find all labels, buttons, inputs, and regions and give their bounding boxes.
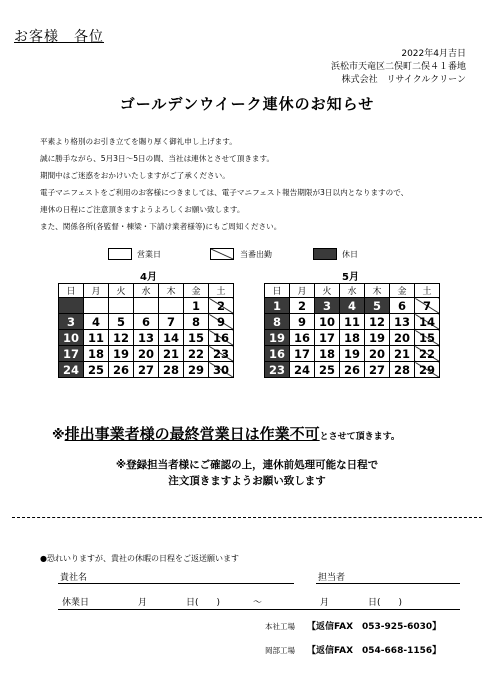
holiday-field-label: 休業日 (62, 598, 90, 608)
notice-final-business-day (52, 423, 400, 444)
body-line: また、関係各所(各監督・棟梁・下請け業者様等)にもご周知ください。 (40, 222, 282, 231)
day-cell-business (84, 298, 109, 314)
calendar-week (265, 362, 440, 378)
day-cell-business: 12 (365, 314, 390, 330)
day-cell-holiday: 16 (265, 346, 290, 362)
day-cell-business: 22 (184, 346, 209, 362)
reply-request: ●恐れいりますが、貴社の休暇の日程をご返送願います (40, 554, 239, 563)
day-cell-business (109, 298, 134, 314)
day-cell-holiday: 24 (59, 362, 84, 378)
holiday-range-tilde: ～ (253, 598, 263, 608)
day-cell-business: 8 (184, 314, 209, 330)
may-calendar (264, 283, 440, 378)
day-cell-business: 19 (340, 346, 365, 362)
calendar-week (59, 298, 234, 314)
day-cell-holiday: 8 (265, 314, 290, 330)
day-cell-business: 27 (365, 362, 390, 378)
day-cell-business: 26 (340, 362, 365, 378)
weekday-header: 水 (134, 284, 159, 298)
holiday-field-line[interactable] (58, 609, 460, 610)
legend-holiday-label: 休日 (342, 250, 358, 259)
day-cell-business: 13 (134, 330, 159, 346)
calendar-week (265, 314, 440, 330)
weekday-header: 土 (209, 284, 234, 298)
day-cell-business: 24 (290, 362, 315, 378)
day-cell-business: 18 (340, 330, 365, 346)
weekday-header: 水 (340, 284, 365, 298)
day-cell-duty: 15 (415, 330, 440, 346)
day-cell-holiday: 3 (59, 314, 84, 330)
day-cell-business: 17 (290, 346, 315, 362)
legend-duty-label: 当番出勤 (240, 250, 272, 259)
day-cell-holiday: 10 (59, 330, 84, 346)
day-cell-holiday: 4 (340, 298, 365, 314)
holiday-day-1: 日( ) (186, 598, 221, 608)
day-cell-business: 13 (390, 314, 415, 330)
day-cell-duty: 29 (415, 362, 440, 378)
company-field-line[interactable] (58, 583, 294, 584)
day-cell-business: 28 (390, 362, 415, 378)
weekday-header: 金 (390, 284, 415, 298)
body-line: 期間中はご迷惑をおかけいたしますがご了承ください。 (40, 171, 230, 180)
day-cell-business: 9 (290, 314, 315, 330)
weekday-header: 土 (415, 284, 440, 298)
legend-business-label: 営業日 (137, 250, 161, 259)
day-cell-business (134, 298, 159, 314)
day-cell-holiday: 17 (59, 346, 84, 362)
holiday-month-2: 月 (320, 598, 330, 608)
day-cell-business: 21 (390, 346, 415, 362)
day-cell-business: 11 (84, 330, 109, 346)
day-cell-holiday: 1 (265, 298, 290, 314)
weekday-header: 木 (159, 284, 184, 298)
day-cell-business: 17 (315, 330, 340, 346)
body-line: 誠に勝手ながら、5月3日～5日の間、当社は連休とさせて頂きます。 (40, 154, 275, 163)
day-cell-business: 20 (365, 346, 390, 362)
calendar-week (59, 314, 234, 330)
day-cell-business: 25 (84, 362, 109, 378)
addressee: お客様 各位 (14, 29, 104, 45)
honsha-label: 本社工場 (265, 622, 295, 631)
day-cell-business: 7 (159, 314, 184, 330)
day-cell-duty: 2 (209, 298, 234, 314)
day-cell-business: 18 (84, 346, 109, 362)
day-cell-duty: 30 (209, 362, 234, 378)
notice-prefix: ※ (52, 428, 65, 443)
body-line: 平素より格別のお引き立てを賜り厚く御礼申し上げます。 (40, 137, 237, 146)
legend-business-swatch (108, 248, 132, 260)
day-cell-business: 10 (315, 314, 340, 330)
day-cell-business: 21 (159, 346, 184, 362)
okabe-fax: 【返信FAX 054-668-1156】 (307, 646, 442, 656)
may-label: 5月 (342, 272, 359, 283)
holiday-month-1: 月 (138, 598, 148, 608)
okabe-label: 岡部工場 (265, 646, 295, 655)
weekday-header: 月 (84, 284, 109, 298)
page-title: ゴールデンウイーク連休のお知らせ (119, 95, 375, 113)
body-line: 連休の日程にご注意頂きますようよろしくお願い致します。 (40, 205, 245, 214)
day-cell-business: 1 (184, 298, 209, 314)
weekday-header: 月 (290, 284, 315, 298)
day-cell-business: 5 (109, 314, 134, 330)
calendar-week (59, 330, 234, 346)
day-cell-business: 6 (390, 298, 415, 314)
day-cell-business: 26 (109, 362, 134, 378)
day-cell-business: 11 (340, 314, 365, 330)
day-cell-business: 20 (134, 346, 159, 362)
day-cell-duty: 14 (415, 314, 440, 330)
day-cell-business: 19 (365, 330, 390, 346)
notice-line-2: ※登録担当者様にご確認の上，連休前処理可能な日程で (115, 459, 379, 471)
person-field-label: 担当者 (318, 573, 346, 583)
company-address: 浜松市天竜区二俣町二俣４１番地 (330, 62, 466, 72)
day-cell-business: 18 (315, 346, 340, 362)
legend-duty-swatch (210, 248, 234, 260)
company-field-label: 貴社名 (60, 573, 88, 583)
day-cell-business: 19 (109, 346, 134, 362)
honsha-fax: 【返信FAX 053-925-6030】 (307, 622, 442, 632)
day-cell-business: 2 (290, 298, 315, 314)
day-cell-business: 6 (134, 314, 159, 330)
weekday-header: 火 (109, 284, 134, 298)
day-cell-holiday: 23 (265, 362, 290, 378)
day-cell-business: 12 (109, 330, 134, 346)
notice-main: 排出事業者様の最終営業日は作業不可 (64, 425, 320, 443)
day-cell-duty: 16 (209, 330, 234, 346)
day-cell-business: 15 (184, 330, 209, 346)
calendar-week (59, 362, 234, 378)
weekday-header: 木 (365, 284, 390, 298)
day-cell-business: 20 (390, 330, 415, 346)
notice-line-3: 注文頂きますようお願い致します (168, 475, 326, 487)
notice-suffix: とさせて頂きます。 (319, 432, 400, 442)
april-label: 4月 (140, 272, 157, 283)
day-cell-business: 16 (290, 330, 315, 346)
calendar-week (265, 346, 440, 362)
day-cell-business: 14 (159, 330, 184, 346)
company-name: 株式会社 リサイクルクリーン (341, 75, 466, 85)
issue-date: 2022年4月吉日 (401, 49, 466, 59)
holiday-day-2: 日( ) (368, 598, 403, 608)
calendar-week (265, 330, 440, 346)
day-cell-business: 27 (134, 362, 159, 378)
calendar-week (59, 346, 234, 362)
calendar-week (265, 298, 440, 314)
weekday-header: 火 (315, 284, 340, 298)
body-line: 電子マニフェストをご利用のお客様につきましては、電子マニフェスト報告期限が3日以内となりますので、 (40, 188, 409, 197)
day-cell-business: 4 (84, 314, 109, 330)
april-calendar (58, 283, 234, 378)
day-cell-holiday (59, 298, 84, 314)
day-cell-business: 28 (159, 362, 184, 378)
weekday-header: 金 (184, 284, 209, 298)
day-cell-duty: 9 (209, 314, 234, 330)
weekday-header: 日 (265, 284, 290, 298)
legend-holiday-swatch (313, 248, 337, 260)
day-cell-holiday: 19 (265, 330, 290, 346)
day-cell-business: 25 (315, 362, 340, 378)
day-cell-duty: 22 (415, 346, 440, 362)
person-field-line[interactable] (316, 583, 460, 584)
day-cell-duty: 23 (209, 346, 234, 362)
weekday-header: 日 (59, 284, 84, 298)
cut-line (12, 517, 482, 518)
day-cell-holiday: 3 (315, 298, 340, 314)
day-cell-business (159, 298, 184, 314)
day-cell-holiday: 5 (365, 298, 390, 314)
day-cell-business: 29 (184, 362, 209, 378)
day-cell-duty: 7 (415, 298, 440, 314)
